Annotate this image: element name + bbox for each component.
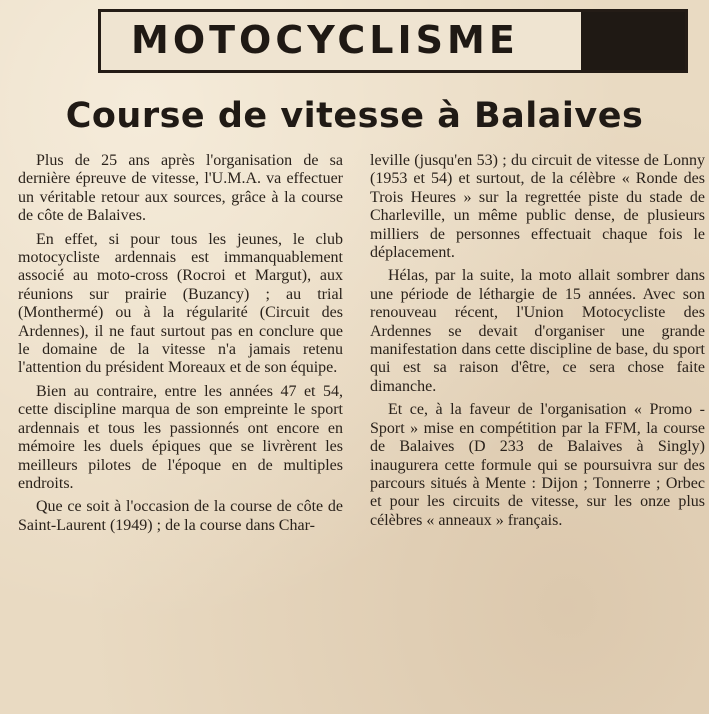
banner-black-block [581,12,685,70]
paragraph: Et ce, à la faveur de l'organisation « Promo - Sport » mise en compétition par la FFM, la course de Balaives (D 233 de Balaives à Singly) inaugurera cette formule qui se poursuivra sur des parcours situés à Mente : Dijon ; Tonnerre ; Orbec et pour les circuits de vitesse, sur les onze plus célèbres « anneaux » français. [370,401,705,529]
paragraph: leville (jusqu'en 53) ; du circuit de vitesse de Lonny (1953 et 54) et surtout, de la célèbre « Ronde des Trois Heures » sur la regrettée piste du stade de Charleville, un même public dense, de plusieurs milliers de personnes effectuait chaque fois le déplacement. [370,152,705,262]
section-title: MOTOCYCLISME [131,18,519,62]
article-headline: Course de vitesse à Balaives [65,96,644,136]
paragraph: Plus de 25 ans après l'organisation de sa dernière épreuve de vitesse, l'U.M.A. va effectuer un véritable retour aux sources, grâce à la course de côte de Balaives. [18,152,343,225]
paragraph: Que ce soit à l'occasion de la course de côte de Saint-Laurent (1949) ; de la course dans Char- [18,498,343,534]
paragraph: Bien au contraire, entre les années 47 et 54, cette discipline marqua de son empreinte le sport ardennais et tous les passionnés ont encore en mémoire les duels épiques que se livrèrent les meilleurs pilotes de l'époque en de multiples endroits. [18,382,343,492]
left-column [18,152,343,540]
section-banner [98,9,688,73]
paragraph: En effet, si pour tous les jeunes, le club motocycliste ardennais est immanquablement associé au moto-cross (Rocroi et Margut), aux réunions sur prairie (Buzancy) ; au trial (Monthermé) ou à la régularité (Circuit des Ardennes), il ne faut surtout pas en conclure que le domaine de la vitesse n'a jamais retenu l'attention du président Moreaux et de son équipe. [18,230,343,377]
right-column [370,152,705,535]
paragraph: Hélas, par la suite, la moto allait sombrer dans une période de léthargie de 15 années. Avec son renouveau récent, l'Union Motocycliste des Ardennes se devait d'organiser une grande manifestation dans cette discipline de base, du sport qui est sa raison d'être, ce sera chose faite dimanche. [370,267,705,395]
